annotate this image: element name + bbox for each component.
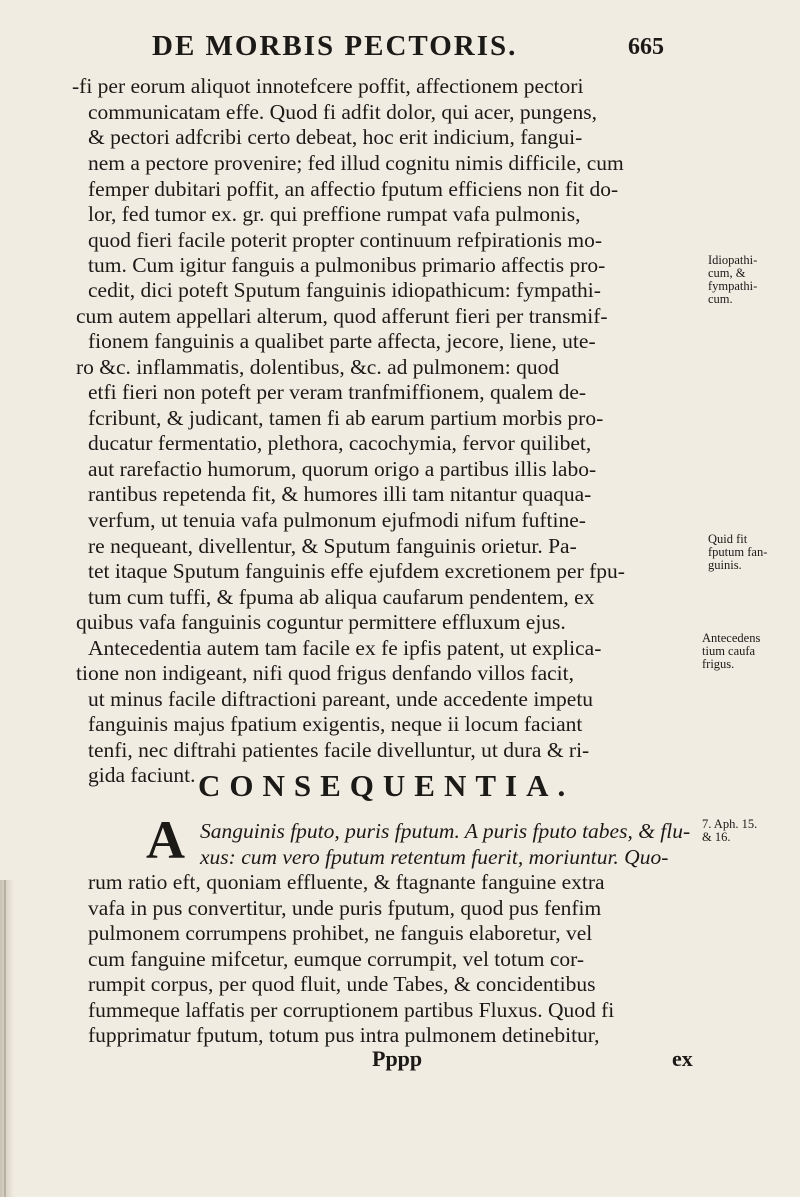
margin-note: fputum fan- (708, 545, 768, 559)
body-line: lor, fed tumor ex. gr. qui preffione rumpat vafa pulmonis, (88, 202, 581, 226)
body-line: Antecedentia autem tam facile ex fe ipfis patent, ut explica- (88, 636, 602, 660)
running-title: DE MORBIS PECTORIS. (152, 30, 518, 62)
page-edge-shadow (0, 880, 14, 1197)
section-line: xus: cum vero fputum retentum fuerit, moriuntur. Quo- (200, 845, 669, 869)
body-line: & pectori adfcribi certo debeat, hoc erit indicium, fangui- (88, 125, 583, 149)
body-line: tum cum tuffi, & fpuma ab aliqua caufarum pendentem, ex (88, 585, 595, 609)
margin-note: Antecedens (702, 631, 761, 645)
margin-note: cum, & (708, 266, 746, 280)
section-line: Sanguinis fputo, puris fputum. A puris fputo tabes, & flu- (200, 819, 691, 843)
margin-note: Idiopathi- (708, 253, 758, 267)
section-line: pulmonem corrumpens prohibet, ne fanguis elaboretur, vel (88, 921, 593, 945)
body-line: rantibus repetenda fit, & humores illi tam nitantur quaqua- (88, 482, 592, 506)
body-line: cum autem appellari alterum, quod afferunt fieri per transmif- (76, 304, 608, 328)
body-line: gida faciunt. (88, 763, 196, 787)
body-line: tum. Cum igitur fanguis a pulmonibus primario affectis pro- (88, 253, 606, 277)
catchword: ex (672, 1046, 693, 1071)
section-line: rumpit corpus, per quod fluit, unde Tabes, & concidentibus (88, 972, 596, 996)
drop-cap: A (146, 810, 185, 870)
body-line: ut minus facile diftractioni pareant, unde accedente impetu (88, 687, 594, 711)
page-header (0, 30, 800, 70)
body-line: cedit, dici poteft Sputum fanguinis idiopathicum: fympathi- (88, 278, 601, 302)
body-line: ducatur fermentatio, plethora, cacochymia, fervor quilibet, (88, 431, 592, 455)
body-line: re nequeant, divellentur, & Sputum fanguinis orietur. Pa- (88, 534, 577, 558)
body-line: tenfi, nec diftrahi patientes facile divelluntur, ut dura & ri- (88, 738, 590, 762)
margin-note: frigus. (702, 657, 735, 671)
body-line: -fi per eorum aliquot innotefcere poffit, affectionem pectori (72, 74, 584, 98)
body-line: fcribunt, & judicant, tamen fi ab earum partium morbis pro- (88, 406, 604, 430)
body-line: fionem fanguinis a qualibet parte affecta, jecore, liene, ute- (88, 329, 596, 353)
section-heading: CONSEQUENTIA. (198, 768, 575, 803)
body-line: ro &c. inflammatis, dolentibus, &c. ad pulmonem: quod (76, 355, 560, 379)
signature-mark: Pppp (372, 1046, 423, 1071)
body-line: communicatam effe. Quod fi adfit dolor, qui acer, pungens, (88, 100, 597, 124)
margin-note: & 16. (702, 830, 731, 844)
margin-note: tium caufa (702, 644, 756, 658)
margin-note: cum. (708, 292, 733, 306)
section-line: vafa in pus convertitur, unde puris fputum, quod pus fenfim (88, 896, 602, 920)
body-line: aut rarefactio humorum, quorum origo a partibus illis labo- (88, 457, 597, 481)
section-line: fupprimatur fputum, totum pus intra pulmonem detinebitur, (88, 1023, 600, 1047)
body-line: femper dubitari poffit, an affectio fputum efficiens non fit do- (88, 177, 619, 201)
margin-note: 7. Aph. 15. (702, 817, 758, 831)
section-line: fummeque laffatis per corruptionem partibus Fluxus. Quod fi (88, 998, 615, 1022)
body-line: tione non indigeant, nifi quod frigus denfando villos facit, (76, 661, 574, 685)
body-line: verfum, ut tenuia vafa pulmonum ejufmodi nifum fuftine- (88, 508, 586, 532)
body-line: etfi fieri non poteft per veram tranfmiffionem, qualem de- (88, 380, 587, 404)
margin-note: guinis. (708, 558, 742, 572)
section-line: rum ratio eft, quoniam effluente, & ftagnante fanguine extra (88, 870, 605, 894)
section-line: cum fanguine mifcetur, eumque corrumpit, vel totum cor- (88, 947, 585, 971)
page-number: 665 (628, 34, 664, 60)
body-line: fanguinis majus fpatium exigentis, neque ii locum faciant (88, 712, 583, 736)
margin-note: fympathi- (708, 279, 758, 293)
body-line: quod fieri facile poterit propter continuum refpirationis mo- (88, 228, 603, 252)
margin-note: Quid fit (708, 532, 748, 546)
body-line: quibus vafa fanguinis coguntur permittere effluxum ejus. (76, 610, 566, 634)
body-line: nem a pectore provenire; fed illud cognitu nimis difficile, cum (88, 151, 624, 175)
body-line: tet itaque Sputum fanguinis effe ejufdem excretionem per fpu- (88, 559, 625, 583)
